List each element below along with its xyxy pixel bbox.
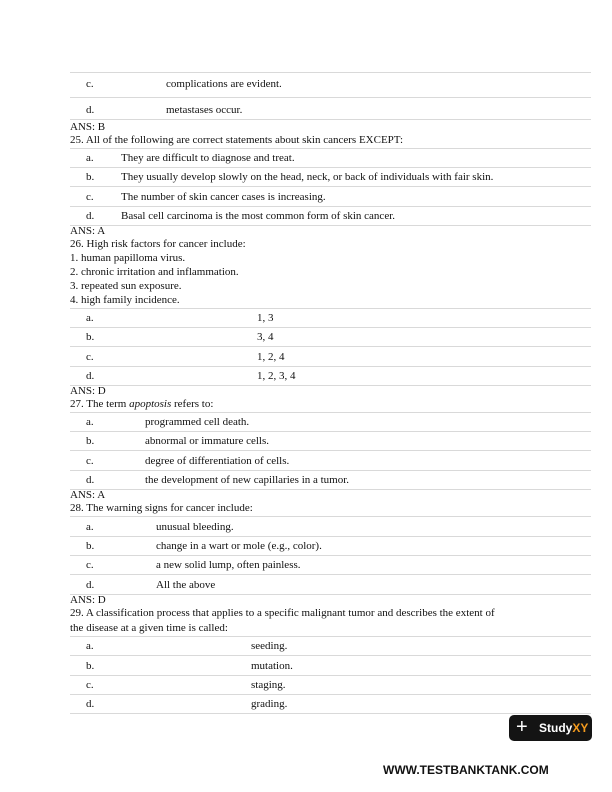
option-letter: a. xyxy=(86,521,94,533)
stem-suffix: refers to: xyxy=(171,398,214,410)
option-letter: c. xyxy=(86,351,94,363)
option-text: a new solid lump, often painless. xyxy=(156,559,301,571)
option-letter: a. xyxy=(86,312,94,324)
footer-url[interactable]: WWW.TESTBANKTANK.COM xyxy=(383,763,549,777)
risk-item: 4. high family incidence. xyxy=(70,294,180,306)
divider xyxy=(70,97,591,98)
option-letter: c. xyxy=(86,559,94,571)
option-letter: c. xyxy=(86,191,94,203)
answer-key: ANS: B xyxy=(70,121,106,133)
option-letter: a. xyxy=(86,416,94,428)
option-text: grading. xyxy=(251,698,288,710)
option-text: programmed cell death. xyxy=(145,416,250,428)
option-letter: d. xyxy=(86,474,95,486)
answer-key: ANS: D xyxy=(70,385,106,397)
option-text: staging. xyxy=(251,679,286,691)
stem-term: apoptosis xyxy=(129,398,172,410)
answer-key: ANS: A xyxy=(70,489,106,501)
divider xyxy=(70,167,591,168)
question-stem-continued: the disease at a given time is called: xyxy=(70,622,228,634)
option-text: All the above xyxy=(156,579,216,591)
option-text: 1, 2, 3, 4 xyxy=(257,370,296,382)
studyxy-badge[interactable] xyxy=(509,715,592,741)
divider xyxy=(70,713,591,714)
option-text: 3, 4 xyxy=(257,331,274,343)
divider xyxy=(70,636,591,637)
option-text: The number of skin cancer cases is increasing. xyxy=(121,191,326,203)
divider xyxy=(70,694,591,695)
option-text: They are difficult to diagnose and treat. xyxy=(121,152,295,164)
question-stem: 26. High risk factors for cancer include: xyxy=(70,238,246,250)
divider xyxy=(70,489,591,490)
option-letter: d. xyxy=(86,579,95,591)
brand-suffix: XY xyxy=(572,721,589,735)
divider xyxy=(70,412,591,413)
question-stem: 29. A classification process that applies to a specific malignant tumor and describes the extent of xyxy=(70,607,495,619)
stem-prefix: 27. The term xyxy=(70,398,130,410)
option-letter: b. xyxy=(86,331,95,343)
risk-item: 2. chronic irritation and inflammation. xyxy=(70,266,239,278)
option-letter: d. xyxy=(86,370,95,382)
option-text: Basal cell carcinoma is the most common form of skin cancer. xyxy=(121,210,396,222)
divider xyxy=(70,431,591,432)
divider xyxy=(70,555,591,556)
divider xyxy=(70,186,591,187)
option-letter: b. xyxy=(86,660,95,672)
divider xyxy=(70,72,591,73)
question-stem: 25. All of the following are correct statements about skin cancers EXCEPT: xyxy=(70,134,404,146)
divider xyxy=(70,308,591,309)
divider xyxy=(70,366,591,367)
brand-name xyxy=(539,722,588,735)
divider xyxy=(70,516,591,517)
plus-icon: + xyxy=(516,716,528,738)
option-letter: d. xyxy=(86,698,95,710)
option-text: They usually develop slowly on the head, neck, or back of individuals with fair skin. xyxy=(121,171,494,183)
option-letter: d. xyxy=(86,104,95,116)
brand-prefix: Study xyxy=(539,721,573,735)
option-letter: d. xyxy=(86,210,95,222)
option-text: 1, 2, 4 xyxy=(257,351,285,363)
option-text: degree of differentiation of cells. xyxy=(145,455,290,467)
divider xyxy=(70,206,591,207)
answer-key: ANS: A xyxy=(70,225,106,237)
divider xyxy=(70,536,591,537)
divider xyxy=(70,148,591,149)
question-stem xyxy=(70,397,213,411)
option-letter: b. xyxy=(86,171,95,183)
divider xyxy=(70,225,591,226)
divider xyxy=(70,450,591,451)
option-text: metastases occur. xyxy=(166,104,243,116)
option-letter: b. xyxy=(86,540,95,552)
risk-item: 1. human papilloma virus. xyxy=(70,252,186,264)
option-letter: c. xyxy=(86,455,94,467)
divider xyxy=(70,675,591,676)
risk-item: 3. repeated sun exposure. xyxy=(70,280,182,292)
divider xyxy=(70,655,591,656)
option-text: the development of new capillaries in a tumor. xyxy=(145,474,350,486)
option-letter: a. xyxy=(86,152,94,164)
divider xyxy=(70,385,591,386)
option-letter: c. xyxy=(86,679,94,691)
divider xyxy=(70,594,591,595)
option-text: 1, 3 xyxy=(257,312,274,324)
option-text: seeding. xyxy=(251,640,288,652)
option-text: change in a wart or mole (e.g., color). xyxy=(156,540,322,552)
option-text: complications are evident. xyxy=(166,78,282,90)
answer-key: ANS: D xyxy=(70,594,106,606)
option-text: abnormal or immature cells. xyxy=(145,435,270,447)
divider xyxy=(70,346,591,347)
option-letter: b. xyxy=(86,435,95,447)
option-text: mutation. xyxy=(251,660,293,672)
divider xyxy=(70,327,591,328)
divider xyxy=(70,470,591,471)
divider xyxy=(70,119,591,120)
question-stem: 28. The warning signs for cancer include: xyxy=(70,502,253,514)
divider xyxy=(70,574,591,575)
option-text: unusual bleeding. xyxy=(156,521,234,533)
option-letter: a. xyxy=(86,640,94,652)
option-letter: c. xyxy=(86,78,94,90)
